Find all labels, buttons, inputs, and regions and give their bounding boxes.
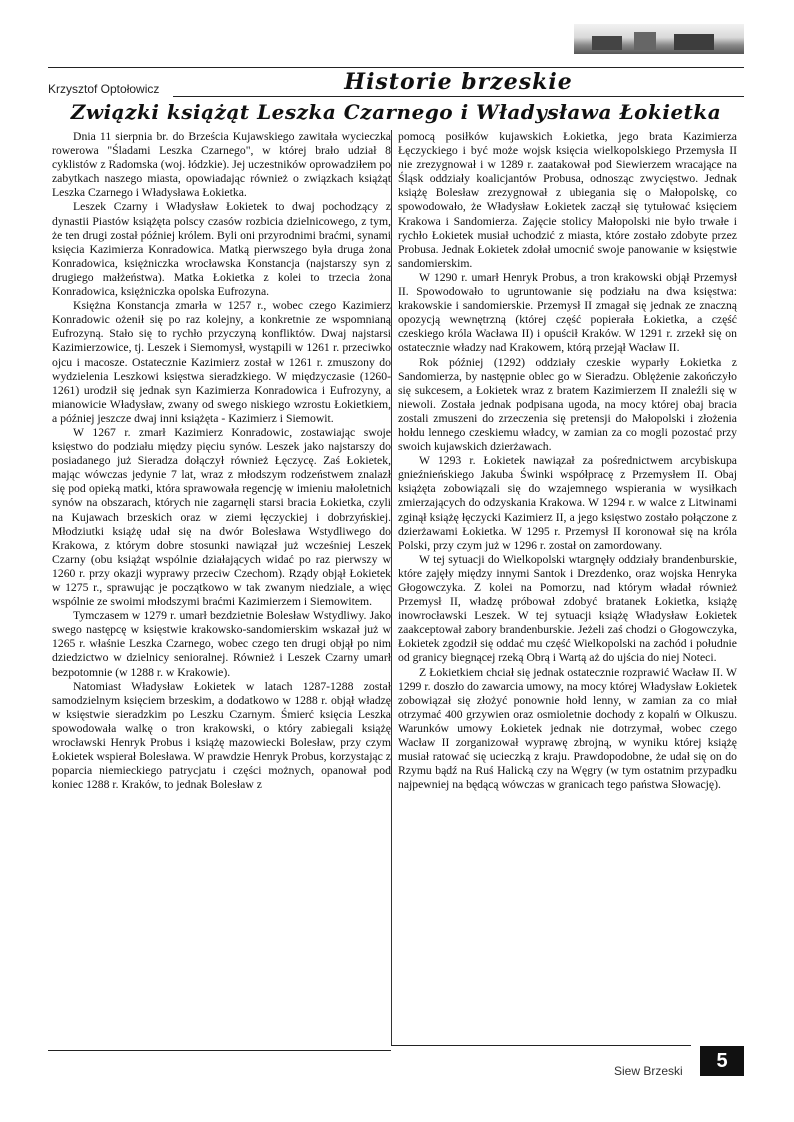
page-number: 5	[700, 1046, 744, 1076]
right-column	[398, 130, 737, 792]
header-rule	[48, 67, 173, 68]
paragraph: Rok później (1292) oddziały czeskie wyparły Łokietka z Sandomierza, by następnie oblec go w Sieradzu. Oblężenie zakończyło się sukcesem, a Łokietek wraz z bratem Kazimierzem II znaleźli się w niewoli. Została jednak podpisana ugoda, na mocy której obaj bracia zostali zmuszeni do zrzeczenia się pretensji do Małopolski i złożenia hołdu lennego czeskiemu władcy, w zamian za co mogli pozostać przy swoich kujawskich dzierżawach.	[398, 355, 737, 454]
house-silhouette	[674, 34, 714, 50]
left-column	[52, 130, 391, 792]
column-divider	[391, 130, 392, 1045]
paragraph: W 1293 r. Łokietek nawiązał za pośrednictwem arcybiskupa gnieźnieńskiego Jakuba Świnki współpracę z Przemysłem II. Obaj książęta zobowiązali się do wzajemnego wspierania w wysiłkach zmierzających do odzyskania Krakowa. W 1294 r. w walce z Litwinami zginął książę łęczycki Kazimierz II, a jego księstwo zostało połączone z dzierżawami Łokietka. W 1295 r. Przemysł II koronował się na króla Polski, przy czym już w 1296 r. został on zamordowany.	[398, 454, 737, 552]
paragraph: W 1290 r. umarł Henryk Probus, a tron krakowski objął Przemysł II. Spowodowało to ugruntowanie się podziału na dwa księstwa: krakowskie i sandomierskie. Przemysł II zmagał się jednak ze znaczną opozycją wewnętrzną (której część popierała Łokietka, a część czeskiego króla Wacława II) i opuścił Kraków. W 1291 r. zrzekł się on ostatecznie władzy nad Krakowem, którą przejął Wacław II.	[398, 270, 737, 355]
paragraph: Leszek Czarny i Władysław Łokietek to dwaj pochodzący z dynastii Piastów książęta polscy czasów rozbicia dzielnicowego, z tym, że ten drugi został później królem. Byli oni przyrodnimi braćmi, synami księcia Kazimierza Konradowica. Matką pierwszego była druga żona Konradowica, księżniczka wrocławska Konstancja (najstarszy syn z drugiego małżeństwa). Matka Łokietka z kolei to trzecia żona Konradowica, księżniczka opolska Eufrozyna.	[52, 200, 391, 299]
paragraph: W tej sytuacji do Wielkopolski wtargnęły oddziały brandenburskie, które zajęły między innymi Santok i Drezdenko, oraz wojska Henryka Głogowczyka. Z kolei na Pomorzu, nad którym władał również Przemysł II, władzę próbował zdobyć bratanek Łokietka, książę inowrocławski Leszek. W tej sytuacji książę Władysław Łokietek zaakceptował zabory brandenburskie. Jeżeli zaś chodzi o Głogowczyka, Łokietek zgodził się oddać mu część Wielkopolski na zachód i południe od granicy biegnącej rzeką Obrą i Wartą aż do ujścia do niej Noteci.	[398, 552, 737, 665]
house-silhouette	[634, 32, 656, 50]
publication-name: Siew Brzeski	[614, 1064, 683, 1078]
paragraph: Z Łokietkiem chciał się jednak ostatecznie rozprawić Wacław II. W 1299 r. doszło do zawarcia umowy, na mocy której Władysław Łokietek zobowiązał się złożyć ponownie hołd lenny, w zamian za co miał otrzymać 400 grzywien oraz osmioletnie dochody z kopalń w Olkuszu. Warunków umowy Łokietek jednak nie dotrzymał, wobec czego Wacław II zorganizował wyprawę zbrojną, w wyniku której książę musiał ratować się ucieczką z kraju. Prawdopodobne, że udał się on do Rzymu bądź na Ruś Halicką czy na Węgry (w tym ostatnim przypadku najpewniej na będącą wówczas w granicach tego państwa Słowację).	[398, 665, 737, 792]
paragraph: W 1267 r. zmarł Kazimierz Konradowic, zostawiając swoje księstwo do podziału między pięciu synów. Leszek jako najstarszy do posiadanego już Sieradza dołączył również Łęczycę. Zaś Łokietek, mając wówczas jedynie 7 lat, wraz z młodszym rodzeństwem znalazł się pod opieką matki, która sprawowała regencję w imieniu małoletnich synów na obszarach, których nie zagarnęli starsi bracia Łokietka, czyli na Kujawach brzeskich oraz w ziemi łęczyckiej i dobrzyńskiej. Młodziutki książę udał się na dwór Bolesława Wstydliwego do Krakowa, z którym dobre stosunki nawiązał już wcześniej Leszek Czarny (obu książąt wspólnie działających widać po raz pierwszy w 1260 r. przy okazji wyprawy przeciw Czechom). Rządy objął Łokietek w 1275 r., sprawując je początkowo w tak zwanym niedziale, a więc wspólnie ze swoimi młodszymi braćmi Kazimierzem i Siemowitem.	[52, 425, 391, 609]
author-name: Krzysztof Optołowicz	[48, 82, 160, 96]
house-silhouette	[592, 36, 622, 50]
footer-rule	[391, 1045, 691, 1046]
paragraph: Księżna Konstancja zmarła w 1257 r., wobec czego Kazimierz Konradowic ożenił się po raz kolejny, a konkretnie ze wspomnianą Eufrozyną. Stało się to rychło przyczyną konfliktów. Dwaj najstarsi Kazimierzowice, tj. Leszek i Siemomysł, wystąpili w 1261 r. przeciwko ojcu i macosze. Ostatecznie Kazimierz został w 1261 r. zmuszony do wydzielenia Leszkowi księstwa sieradzkiego. W międzyczasie (1260-1261) urodził się jednak syn Kazimierza Konradowica i Eufrozyny, a mianowicie Władysław, zwany od swego niskiego wzrostu Łokietkiem, a później jeszcze dwaj inni książęta - Kazimierz i Siemowit.	[52, 299, 391, 425]
section-band	[173, 67, 744, 97]
paragraph: pomocą posiłków kujawskich Łokietka, jego brata Kazimierza Łęczyckiego i być może wojsk księcia wielkopolskiego Przemysła II nie zrezygnował i w 1289 r. zaatakował pod Siewierzem wracające na Śląsk oddziały koalicjantów Probusa, odnosząc zwycięstwo. Jednak książę Bolesław zrezygnował z ubiegania się o Małopolskę, co spowodowało, że Władysław Łokietek zaczął się tytułować księciem Krakowa i Sandomierza. Zajęcie stolicy Małopolski nie było trwałe i rychło Łokietek musiał uchodzić z miasta, które zostało zdobyte przez Probusa. Jednak Łokietek zdołał umocnić swoje panowanie w księstwie sandomierskim.	[398, 130, 737, 270]
article-title: Związki książąt Leszka Czarnego i Władysława Łokietka	[70, 100, 722, 124]
footer-rule	[48, 1050, 391, 1051]
header-photo	[574, 24, 744, 54]
paragraph: Tymczasem w 1279 r. umarł bezdzietnie Bolesław Wstydliwy. Jako swego następcę w księstwie krakowsko-sandomierskim wskazał już w 1265 r. właśnie Leszka Czarnego, wobec czego ten drugi objął po nim dziedzictwo w dzielnicy senioralnej. Również i Leszek Czarny umarł bezpotomnie (w 1288 r. w Krakowie).	[52, 609, 391, 679]
paragraph: Natomiast Władysław Łokietek w latach 1287-1288 został samodzielnym księciem brzeskim, a dodatkowo w 1288 r. objął władzę w księstwie sieradzkim po Leszku Czarnym. Śmierć księcia Leszka spowodowała walkę o tron krakowski, o który zabiegali książę wrocławski Henryk Probus i książę mazowiecki Bolesław, przy czym Łokietek wspierał Bolesława. W prawdzie Henryk Probus, korzystając z poparcia niemieckiego patrycjatu i części możnych, opanował pod koniec 1288 r. Kraków, to jednak Bolesław z	[52, 679, 391, 792]
paragraph: Dnia 11 sierpnia br. do Brześcia Kujawskiego zawitała wycieczka rowerowa "Śladami Leszka Czarnego", w której brało udział 8 cyklistów z Radomska (woj. łódzkie). Jej uczestników oprowadziłem po zabytkach naszego miasta, opowiadając również o związkach książąt Leszka Czarnego i Władysława Łokietka.	[52, 130, 391, 200]
section-title: Historie brzeskie	[344, 69, 573, 95]
